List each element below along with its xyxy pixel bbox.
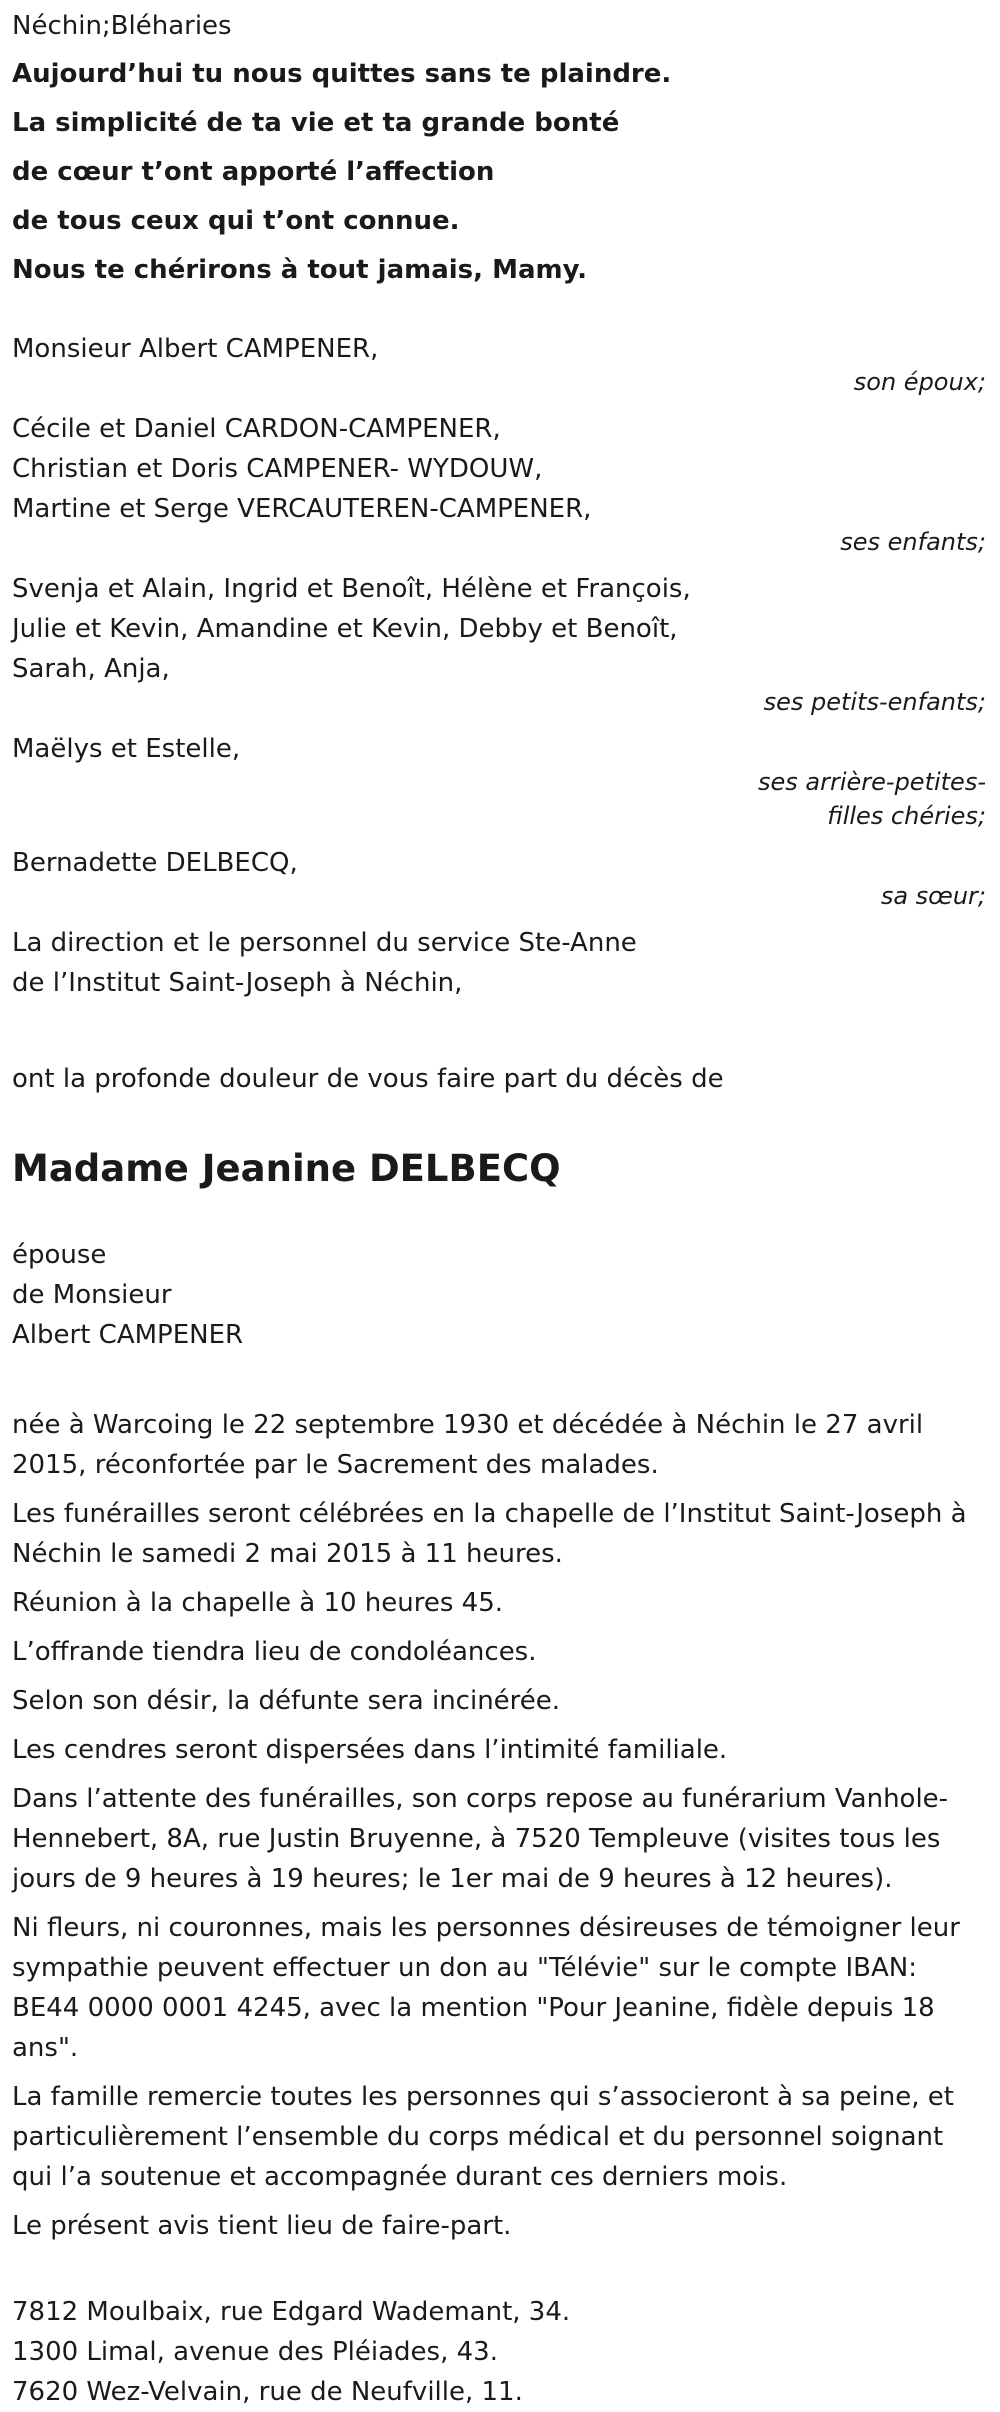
detail-paragraph: Le présent avis tient lieu de faire-part. (12, 2211, 512, 2241)
detail-paragraph: Réunion à la chapelle à 10 heures 45. (12, 1588, 504, 1618)
announcement-intro: ont la profonde douleur de vous faire part du décès de (12, 1064, 724, 1094)
poem-line: Aujourd’hui tu nous quittes sans te plaindre. (12, 59, 672, 89)
poem-line: Nous te chérirons à tout jamais, Mamy. (12, 255, 588, 285)
relation-label: son époux; (853, 368, 986, 396)
address-line: 1300 Limal, avenue des Pléiades, 43. (12, 2337, 498, 2367)
family-name: Maëlys et Estelle, (12, 734, 241, 764)
relation-label: ses petits-enfants; (763, 688, 986, 716)
family-name: Sarah, Anja, (12, 654, 170, 684)
address-line: 7620 Wez-Velvain, rue de Neufville, 11. (12, 2377, 523, 2407)
poem-line: de tous ceux qui t’ont connue. (12, 206, 460, 236)
family-group-grandchildren (12, 569, 988, 721)
family-name: Monsieur Albert CAMPENER, (12, 334, 379, 364)
detail-paragraph: Les funérailles seront célébrées en la chapelle de l’Institut Saint-Joseph à Néchin le samedi 2 mai 2015 à 11 heures. (12, 1499, 967, 1569)
spouse-line: Albert CAMPENER (12, 1320, 244, 1350)
family-group-great-grandchildren (12, 729, 988, 835)
detail-paragraph: née à Warcoing le 22 septembre 1930 et décédée à Néchin le 27 avril 2015, réconfortée par le Sacrement des malades. (12, 1410, 924, 1480)
poem (12, 50, 988, 295)
poem-line: de cœur t’ont apporté l’affection (12, 157, 495, 187)
spouse-info (12, 1235, 988, 1355)
detail-paragraph: Les cendres seront dispersées dans l’intimité familiale. (12, 1735, 728, 1765)
relation-label: ses arrière-petites- (758, 768, 986, 796)
detail-paragraph: L’offrande tiendra lieu de condoléances. (12, 1637, 537, 1667)
place-header: Néchin;Bléharies (12, 11, 232, 41)
family-name: Bernadette DELBECQ, (12, 848, 298, 878)
family-name: Julie et Kevin, Amandine et Kevin, Debby et Benoît, (12, 614, 678, 644)
address-list (12, 2292, 988, 2412)
poem-line: La simplicité de ta vie et ta grande bonté (12, 108, 620, 138)
relation-label: filles chéries; (827, 802, 986, 830)
detail-paragraph: La famille remercie toutes les personnes qui s’associeront à sa peine, et particulièrement l’ensemble du corps médical et du personnel soignant qui l’a soutenue et accompagnée durant ces derniers mois. (12, 2082, 954, 2192)
detail-paragraph: Ni fleurs, ni couronnes, mais les personnes désireuses de témoigner leur sympathie peuvent effectuer un don au "Télévie" sur le compte IBAN: BE44 0000 0001 4245, avec la mention "Pour Jeanine, fidèle depuis 18 ans". (12, 1913, 960, 2063)
family-group-sister (12, 843, 988, 915)
family-name: Svenja et Alain, Ingrid et Benoît, Hélène et François, (12, 574, 691, 604)
address-line: 7812 Moulbaix, rue Edgard Wademant, 34. (12, 2297, 571, 2327)
family-group-institute (12, 923, 988, 1003)
family-name: Martine et Serge VERCAUTEREN-CAMPENER, (12, 494, 592, 524)
family-name: de l’Institut Saint-Joseph à Néchin, (12, 968, 463, 998)
family-name: Cécile et Daniel CARDON-CAMPENER, (12, 414, 501, 444)
relation-label: sa sœur; (880, 882, 986, 910)
deceased-name: Madame Jeanine DELBECQ (12, 1147, 561, 1190)
spouse-line: de Monsieur (12, 1280, 172, 1310)
relation-label: ses enfants; (840, 528, 986, 556)
family-name: La direction et le personnel du service Ste-Anne (12, 928, 637, 958)
detail-paragraph: Dans l’attente des funérailles, son corps repose au funérarium Vanhole-Hennebert, 8A, rue Justin Bruyenne, à 7520 Templeuve (visites tous les jours de 9 heures à 19 heures; le 1er mai de 9 heures à 12 heures). (12, 1784, 949, 1894)
family-name: Christian et Doris CAMPENER- WYDOUW, (12, 454, 543, 484)
spouse-line: épouse (12, 1240, 107, 1270)
detail-paragraph: Selon son désir, la défunte sera incinérée. (12, 1686, 561, 1716)
details-paragraphs (12, 1405, 988, 2246)
family-group-children (12, 409, 988, 561)
family-group-spouse (12, 329, 988, 401)
